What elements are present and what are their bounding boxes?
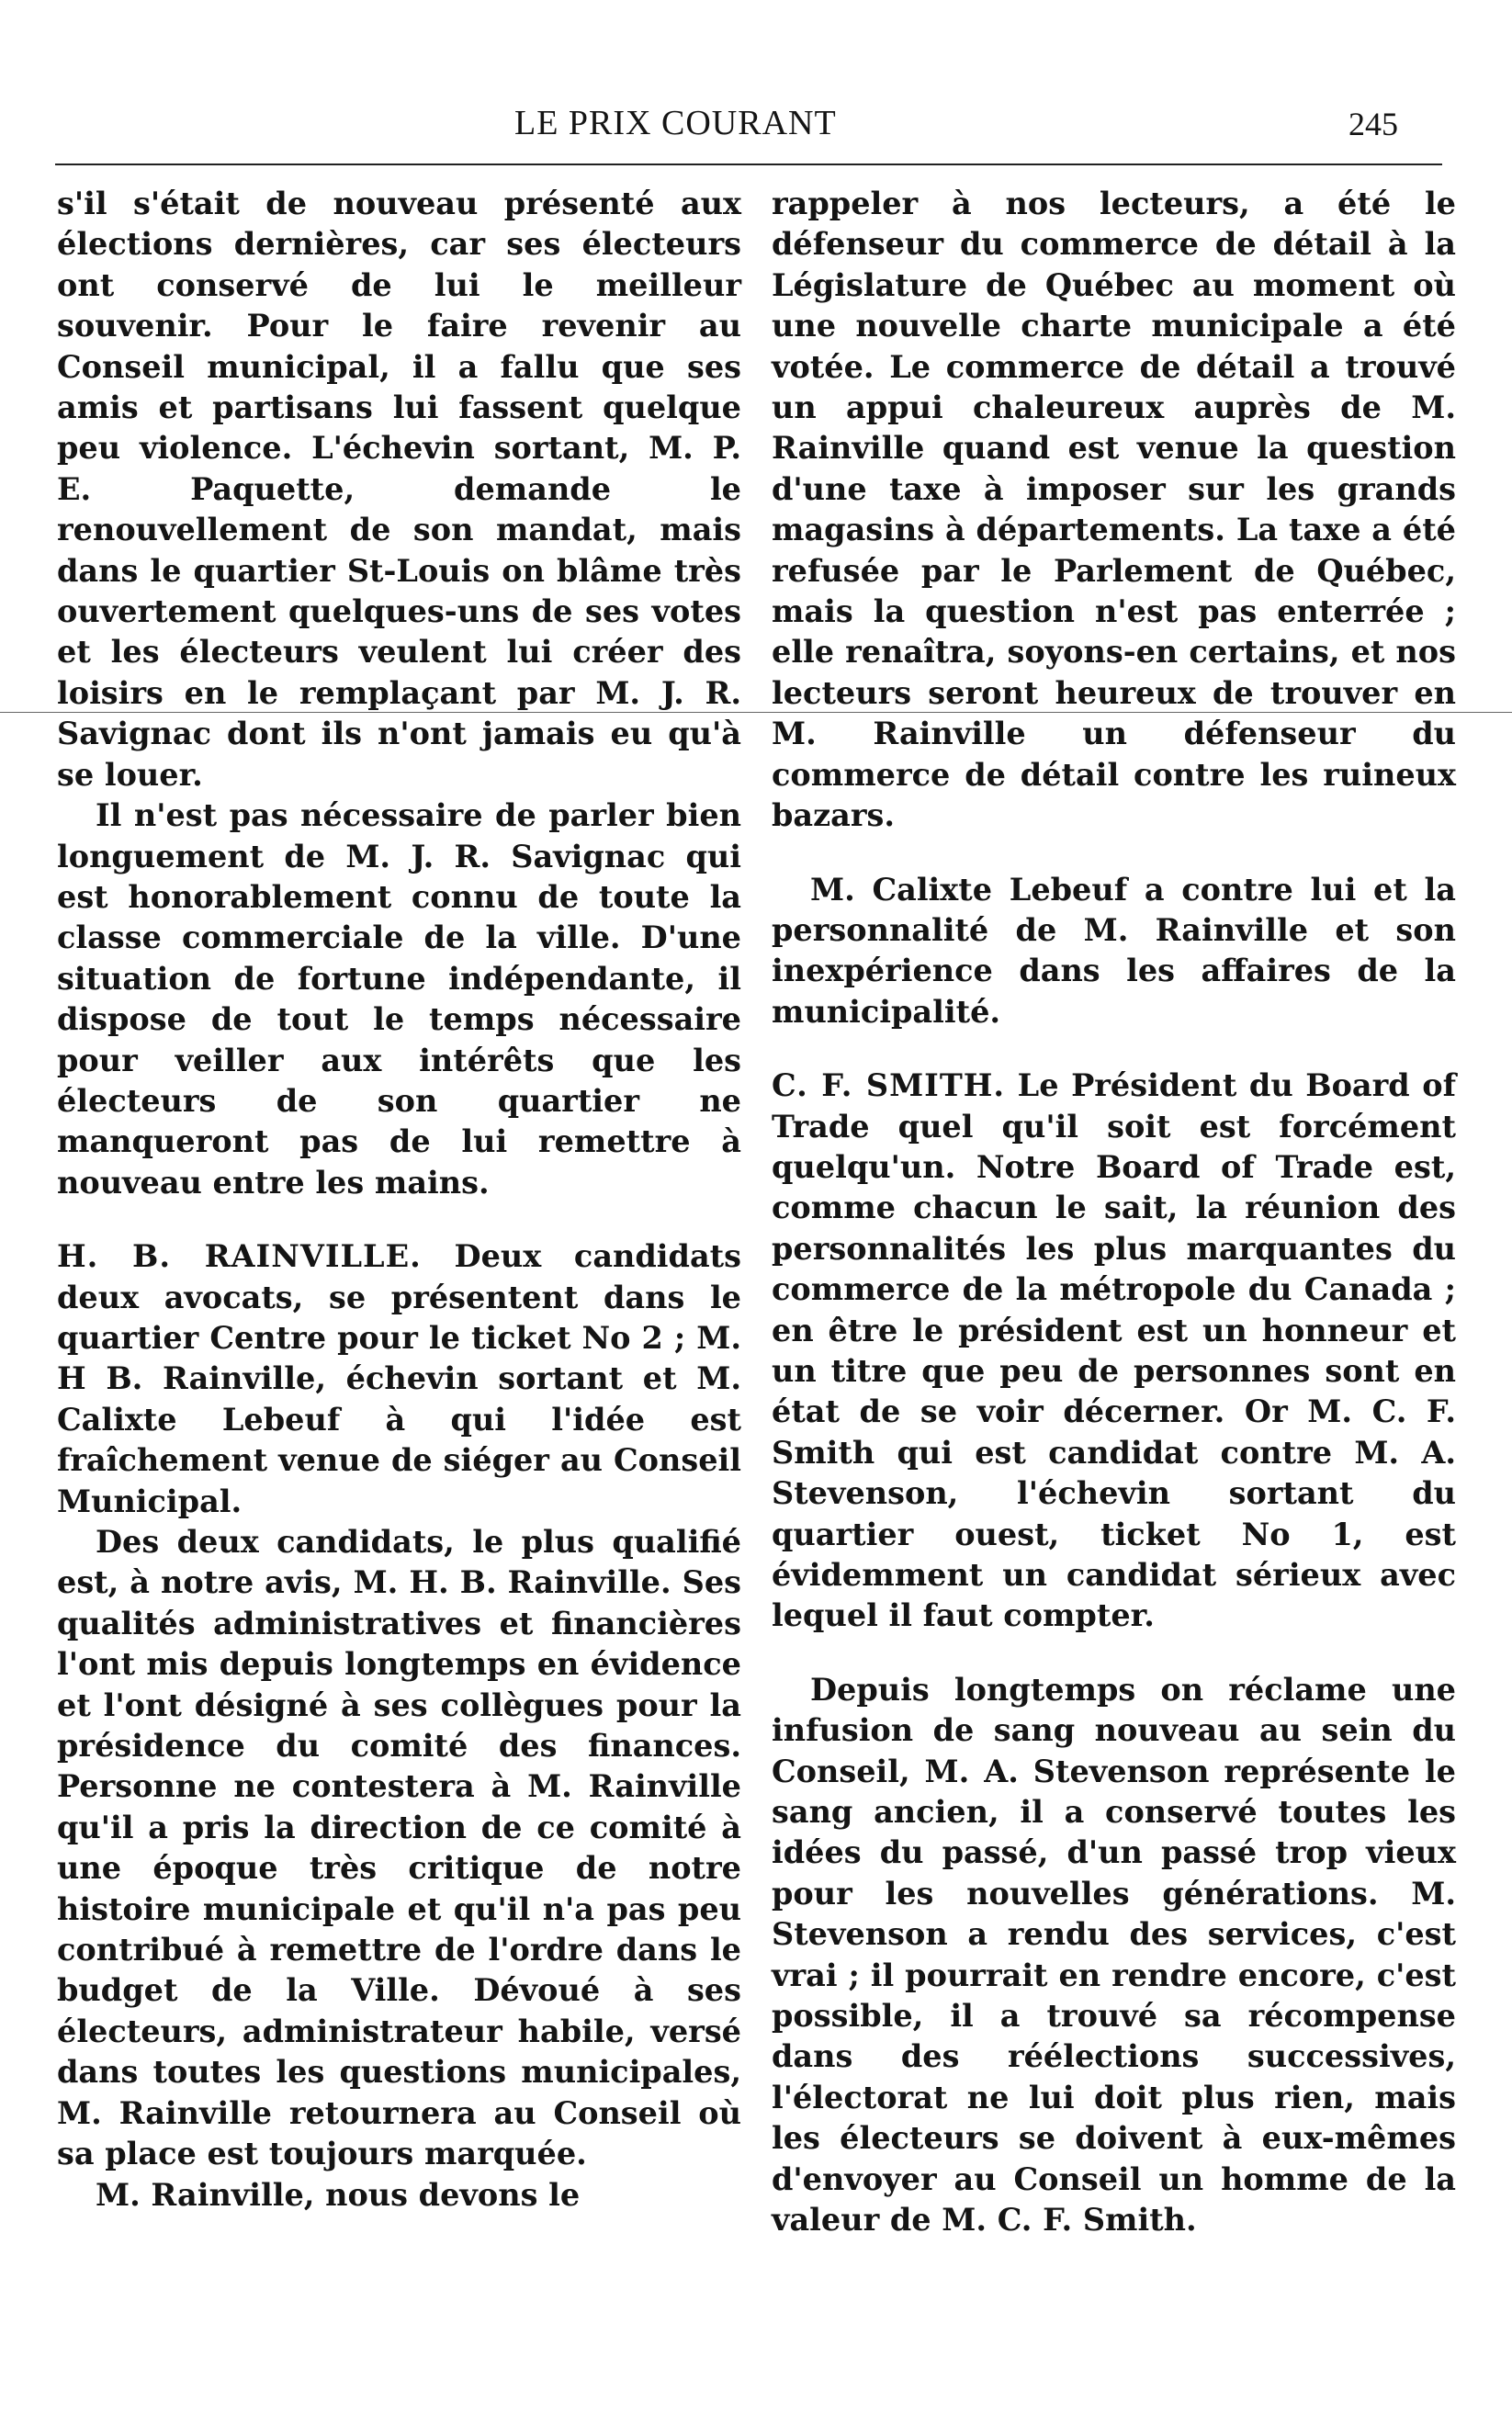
header-rule bbox=[55, 164, 1442, 165]
paragraph-rainville-intro-text: Deux candidats deux avocats, se présentent dans le quartier Centre pour le ticket No 2 ; M. H B. Rainville, échevin sortant et M. Calixte Lebeuf à qui l'idée est fraîchement venue de siéger au Conseil Municipal. bbox=[57, 1238, 741, 1519]
right-column bbox=[772, 184, 1456, 2241]
paragraph-commerce-detail: rappeler à nos lecteurs, a été le défenseur du commerce de détail à la Législature de Québec au moment où une nouvelle charte municipale a été votée. Le commerce de détail a trouvé un appui chaleureux auprès de M. Rainville quand est venue la question d'une taxe à imposer sur les grands magasins à départements. La taxe a été refusée par le Parlement de Québec, mais la question n'est pas enterrée ; elle renaîtra, soyons-en certains, et nos lecteurs seront heureux de trouver en M. Rainville un défenseur du commerce de détail contre les ruineux bazars. bbox=[772, 186, 1456, 834]
page-number: 245 bbox=[1348, 106, 1398, 142]
paragraph-rainville-continued: M. Rainville, nous devons le bbox=[96, 2176, 581, 2213]
paragraph-lebeuf: M. Calixte Lebeuf a contre lui et la personnalité de M. Rainville et son inexpérience dans les affaires de la municipalité. bbox=[772, 871, 1456, 1030]
paragraph-rainville-intro bbox=[57, 1236, 741, 1522]
paragraph-stevenson: Depuis longtemps on réclame une infusion de sang nouveau au sein du Conseil, M. A. Stevenson représente le sang ancien, il a conservé toutes les idées du passé, d'un passé trop vieux pour les nouvelles générations. M. Stevenson a rendu des services, c'est vrai ; il pourrait en rendre encore, c'est possible, il a trouvé sa récompense dans des réélections successives, l'électorat ne lui doit plus rien, mais les électeurs se doivent à eux-mêmes d'envoyer au Conseil un homme de la valeur de M. C. F. Smith. bbox=[772, 1671, 1456, 2239]
paragraph-rainville-qualities: Des deux candidats, le plus qualifié est, à notre avis, M. H. B. Rainville. Ses qualités administratives et financières l'ont mis depuis longtemps en évidence et l'ont désigné à ses collègues pour la présidence du comité des finances. Personne ne contestera à M. Rainville qu'il a pris la direction de ce comité à une époque très critique de notre histoire municipale et qu'il n'a pas peu contribué à remettre de l'ordre dans le budget de la Ville. Dévoué à ses électeurs, administrateur habile, versé dans toutes les questions municipales, M. Rainville retournera au Conseil où sa place est toujours marquée. bbox=[57, 1524, 741, 2172]
paragraph-savignac: Il n'est pas nécessaire de parler bien longuement de M. J. R. Savignac qui est honorablement connu de toute la classe commerciale de la ville. D'une situation de fortune indépendante, il dispose de tout le temps nécessaire pour veiller aux intérêts que les électeurs de son quartier ne manqueront pas de lui remettre à nouveau entre les mains. bbox=[57, 797, 741, 1201]
section-lead-rainville: H. B. RAINVILLE. bbox=[57, 1238, 422, 1275]
publication-title: LE PRIX COURANT bbox=[514, 104, 837, 142]
paragraph-smith-intro bbox=[772, 1066, 1456, 1637]
left-column bbox=[57, 184, 741, 2216]
paragraph-smith-intro-text: Le Président du Board of Trade quel qu'il soit est forcément quelqu'un. Notre Board of Trade est, comme chacun le sait, la réunion des personnalités les plus marquantes du commerce de la métropole du Canada ; en être le président est un honneur et un titre que peu de personnes sont en état de se voir décerner. Or M. C. F. Smith qui est candidat contre M. A. Stevenson, l'échevin sortant du quartier ouest, ticket No 1, est évidemment un candidat sérieux avec lequel il faut compter. bbox=[772, 1067, 1457, 1634]
paragraph-paquette: s'il s'était de nouveau présenté aux élections dernières, car ses électeurs ont conservé de lui le meilleur souvenir. Pour le faire revenir au Conseil municipal, il a fallu que ses amis et partisans lui fassent quelque peu violence. L'échevin sortant, M. P. E. Paquette, demande le renouvellement de son mandat, mais dans le quartier St-Louis on blâme très ouvertement quelques-uns de ses votes et les électeurs veulent lui créer des loisirs en le remplaçant par M. J. R. Savignac dont ils n'ont jamais eu qu'à se louer. bbox=[57, 186, 741, 793]
running-head bbox=[0, 92, 1512, 147]
section-lead-smith: C. F. SMITH. bbox=[772, 1067, 1006, 1104]
